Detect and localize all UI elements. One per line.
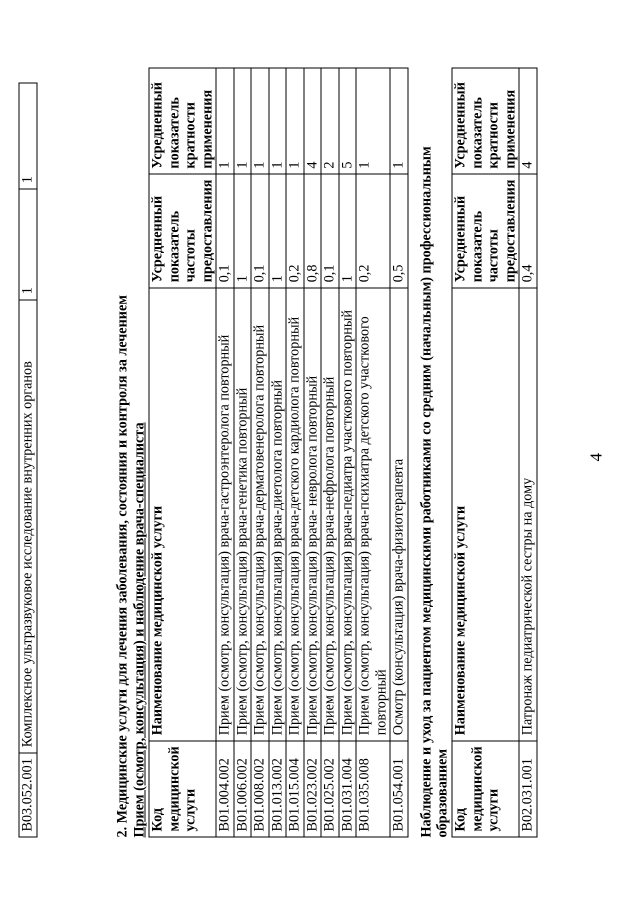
cell-code: B01.008.002 (251, 740, 269, 836)
cell-name: Прием (осмотр, консультация) врача-детского кардиолога повторный (286, 287, 304, 740)
header-freq: Усредненный показатель частоты предоставления (452, 174, 519, 288)
section-3-title-cont: образованием (434, 748, 450, 837)
cell-mult: 1 (356, 68, 390, 174)
cell-name: Прием (осмотр, консультация) врача-генетика повторный (233, 287, 251, 740)
cell-name: Прием (осмотр, консультация) врача-нефролога повторный (321, 287, 339, 740)
cell-mult: 1 (251, 68, 269, 174)
cell-name: Осмотр (консультация) врача-физиотерапевта (390, 287, 408, 740)
table-row (321, 68, 339, 837)
cell-name: Комплексное ультразвуковое исследование внутренних органов (19, 299, 37, 752)
cell-mult: 1 (390, 68, 408, 174)
cell-freq: 0,4 (519, 174, 537, 288)
cell-freq: 1 (233, 174, 251, 288)
cell-name: Прием (осмотр, консультация) врача-педиатра участкового повторный (338, 287, 356, 740)
table-row (390, 68, 408, 837)
header-freq: Усредненный показатель частоты предоставления (149, 174, 216, 288)
cell-code: B01.031.004 (338, 740, 356, 836)
subsection-title: Прием (осмотр, консультация) и наблюдение врача-специалиста (131, 421, 147, 837)
nursing-table (451, 67, 537, 837)
cell-name: Прием (осмотр, консультация) врача-психиатра детского участкового повторный (356, 287, 390, 740)
cell-freq: 0,2 (356, 174, 390, 288)
cell-freq: 1 (268, 174, 286, 288)
cell-mult: 1 (268, 68, 286, 174)
table-row (303, 68, 321, 837)
cell-freq: 0,1 (321, 174, 339, 288)
table-row (519, 68, 537, 837)
cell-mult: 5 (338, 68, 356, 174)
cell-freq: 1 (19, 188, 37, 299)
cell-code: B03.052.001 (19, 752, 37, 836)
section-2-title: 2. Медицинские услуги для лечения заболевания, состояния и контроля за лечением (114, 294, 130, 837)
cell-code: B01.023.002 (303, 740, 321, 836)
cell-mult: 1 (216, 68, 234, 174)
cell-mult: 2 (321, 68, 339, 174)
table-row (286, 68, 304, 837)
header-row (149, 68, 216, 837)
header-name: Наименование медицинской услуги (149, 287, 216, 740)
cell-freq: 1 (338, 174, 356, 288)
table-row (233, 68, 251, 837)
cell-code: B01.006.002 (233, 740, 251, 836)
table-row (251, 68, 269, 837)
page-number: 4 (586, 452, 605, 461)
cell-mult: 1 (19, 82, 37, 188)
header-name: Наименование медицинской услуги (452, 287, 519, 740)
cell-freq: 0,5 (390, 174, 408, 288)
cell-name: Прием (осмотр, консультация) врача-гастроэнтеролога повторный (216, 287, 234, 740)
top-table (18, 82, 37, 837)
cell-name: Прием (осмотр, консультация) врача-дерматовенеролога повторный (251, 287, 269, 740)
cell-freq: 0,8 (303, 174, 321, 288)
cell-name: Прием (осмотр, консультация) врача- невролога повторный (303, 287, 321, 740)
section-3-title: Наблюдение и уход за пациентом медицинскими работниками со средним (начальным) профессиональным (418, 145, 434, 837)
cell-mult: 4 (303, 68, 321, 174)
cell-mult: 4 (519, 68, 537, 174)
header-code: Код медицинской услуги (149, 740, 216, 836)
table-row (268, 68, 286, 837)
cell-name: Патронаж педиатрической сестры на дому (519, 287, 537, 740)
cell-code: B01.054.001 (390, 740, 408, 836)
cell-code: B01.015.004 (286, 740, 304, 836)
cell-code: B01.013.002 (268, 740, 286, 836)
cell-freq: 0,1 (216, 174, 234, 288)
header-mult: Усредненный показатель кратности применения (149, 68, 216, 174)
table-row (356, 68, 390, 837)
cell-name: Прием (осмотр, консультация) врача-диетолога повторный (268, 287, 286, 740)
services-table (148, 67, 408, 837)
cell-mult: 1 (233, 68, 251, 174)
table-row (19, 82, 37, 836)
cell-freq: 0,1 (251, 174, 269, 288)
cell-freq: 0,2 (286, 174, 304, 288)
cell-code: B02.031.001 (519, 740, 537, 836)
header-code: Код медицинской услуги (452, 740, 519, 836)
cell-code: B01.004.002 (216, 740, 234, 836)
table-row (338, 68, 356, 837)
header-mult: Усредненный показатель кратности применения (452, 68, 519, 174)
table-row (216, 68, 234, 837)
cell-mult: 1 (286, 68, 304, 174)
cell-code: B01.035.008 (356, 740, 390, 836)
header-row (452, 68, 519, 837)
cell-code: B01.025.002 (321, 740, 339, 836)
